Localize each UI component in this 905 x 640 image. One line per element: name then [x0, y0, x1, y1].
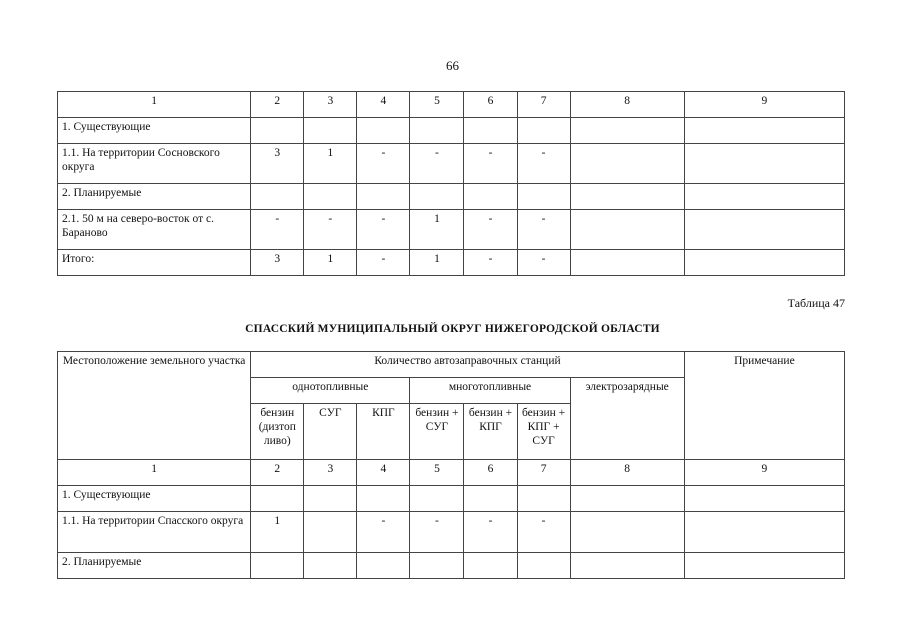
header-location: Местоположение земельного участка	[58, 352, 251, 460]
table-cell: 1	[410, 250, 464, 276]
table-cell	[464, 486, 517, 512]
table-cell	[570, 210, 684, 250]
page-number: 66	[446, 58, 459, 73]
row-label: 2.1. 50 м на северо-восток от с. Бараново	[58, 210, 251, 250]
table-cell: -	[304, 210, 357, 250]
column-number: 8	[570, 460, 684, 486]
header-fuel-type: КПГ	[357, 404, 410, 460]
row-label: 1. Существующие	[58, 118, 251, 144]
table-cell	[464, 184, 517, 210]
table-cell	[304, 553, 357, 579]
table-cell	[517, 184, 570, 210]
table-cell	[684, 250, 844, 276]
table-cell	[251, 553, 304, 579]
column-number: 7	[517, 460, 570, 486]
table-cell	[357, 486, 410, 512]
row-label: 1.1. На территории Спасского округа	[58, 512, 251, 553]
table-cell: -	[517, 210, 570, 250]
table-cell	[251, 486, 304, 512]
table-cell: -	[357, 144, 410, 184]
row-label: Итого:	[58, 250, 251, 276]
table-cell: -	[517, 250, 570, 276]
table-cell	[570, 486, 684, 512]
table-cell	[684, 553, 844, 579]
table-caption: Таблица 47	[787, 296, 845, 310]
table-cell	[517, 553, 570, 579]
column-number: 5	[410, 92, 464, 118]
table-row	[58, 512, 845, 553]
table-cell	[357, 118, 410, 144]
table-cell: 3	[251, 144, 304, 184]
table-cell	[570, 512, 684, 553]
table-cell	[251, 118, 304, 144]
column-number: 6	[464, 92, 517, 118]
table-cell: -	[464, 210, 517, 250]
table-cell	[410, 118, 464, 144]
row-label: 1.1. На территории Сосновского округа	[58, 144, 251, 184]
table-cell	[684, 210, 844, 250]
table-cell: -	[464, 144, 517, 184]
table-cell	[684, 118, 844, 144]
table-cell	[684, 184, 844, 210]
table-cell	[410, 184, 464, 210]
table-cell	[570, 144, 684, 184]
table-cell	[464, 118, 517, 144]
table-cell	[517, 118, 570, 144]
column-number: 2	[251, 460, 304, 486]
table-row	[58, 118, 845, 144]
header-mono-fuel: однотопливные	[251, 378, 410, 404]
table-cell	[570, 184, 684, 210]
table-header-row	[58, 92, 845, 118]
table-cell: 1	[304, 144, 357, 184]
table-cell	[570, 553, 684, 579]
row-label: 2. Планируемые	[58, 553, 251, 579]
table-cell	[410, 486, 464, 512]
table-cell: -	[464, 250, 517, 276]
stations-table-spassky	[57, 351, 845, 579]
table-cell	[251, 184, 304, 210]
column-number: 3	[304, 460, 357, 486]
table-cell	[684, 486, 844, 512]
table-row	[58, 184, 845, 210]
table-cell: 3	[251, 250, 304, 276]
table-cell: 1	[304, 250, 357, 276]
row-label: 2. Планируемые	[58, 184, 251, 210]
column-number: 9	[684, 460, 844, 486]
header-fuel-type: СУГ	[304, 404, 357, 460]
table-cell	[357, 553, 410, 579]
table-cell: 1	[251, 512, 304, 553]
table-row	[58, 553, 845, 579]
table-cell	[304, 184, 357, 210]
table-row	[58, 144, 845, 184]
row-label: 1. Существующие	[58, 486, 251, 512]
table-cell	[570, 118, 684, 144]
column-number: 7	[517, 92, 570, 118]
table-cell	[517, 486, 570, 512]
table-cell	[464, 553, 517, 579]
table-cell: -	[357, 250, 410, 276]
table-cell: -	[410, 144, 464, 184]
table-cell	[684, 512, 844, 553]
header-fuel-type: бензин + СУГ	[410, 404, 464, 460]
table-header-row	[58, 352, 845, 378]
column-number: 3	[304, 92, 357, 118]
column-number: 8	[570, 92, 684, 118]
header-fuel-type: бензин + КПГ	[464, 404, 517, 460]
header-multi-fuel: многотопливные	[410, 378, 570, 404]
table-cell	[684, 144, 844, 184]
header-note: Примечание	[684, 352, 844, 460]
table-cell	[304, 118, 357, 144]
column-number: 6	[464, 460, 517, 486]
table-cell: -	[517, 144, 570, 184]
table-cell: -	[357, 210, 410, 250]
column-number: 2	[251, 92, 304, 118]
table-row	[58, 486, 845, 512]
column-number: 1	[58, 92, 251, 118]
header-fuel-type: бензин + КПГ + СУГ	[517, 404, 570, 460]
table-cell: -	[410, 512, 464, 553]
table-cell: -	[251, 210, 304, 250]
table-row	[58, 210, 845, 250]
table-cell: 1	[410, 210, 464, 250]
table-cell	[304, 486, 357, 512]
column-number-row	[58, 460, 845, 486]
column-number: 5	[410, 460, 464, 486]
table-cell	[410, 553, 464, 579]
column-number: 4	[357, 92, 410, 118]
table-row-total	[58, 250, 845, 276]
table-cell	[357, 184, 410, 210]
section-title: СПАССКИЙ МУНИЦИПАЛЬНЫЙ ОКРУГ НИЖЕГОРОДСКОЙ ОБЛАСТИ	[245, 323, 660, 335]
stations-table-sosnovsky	[57, 91, 845, 276]
table-cell	[570, 250, 684, 276]
header-electric: электрозарядные	[570, 378, 684, 460]
column-number: 1	[58, 460, 251, 486]
table-cell: -	[357, 512, 410, 553]
header-station-count: Количество автозаправочных станций	[251, 352, 685, 378]
table-cell	[304, 512, 357, 553]
table-cell: -	[464, 512, 517, 553]
header-fuel-type: бензин (дизтоп ливо)	[251, 404, 304, 460]
table-cell: -	[517, 512, 570, 553]
column-number: 9	[684, 92, 844, 118]
column-number: 4	[357, 460, 410, 486]
